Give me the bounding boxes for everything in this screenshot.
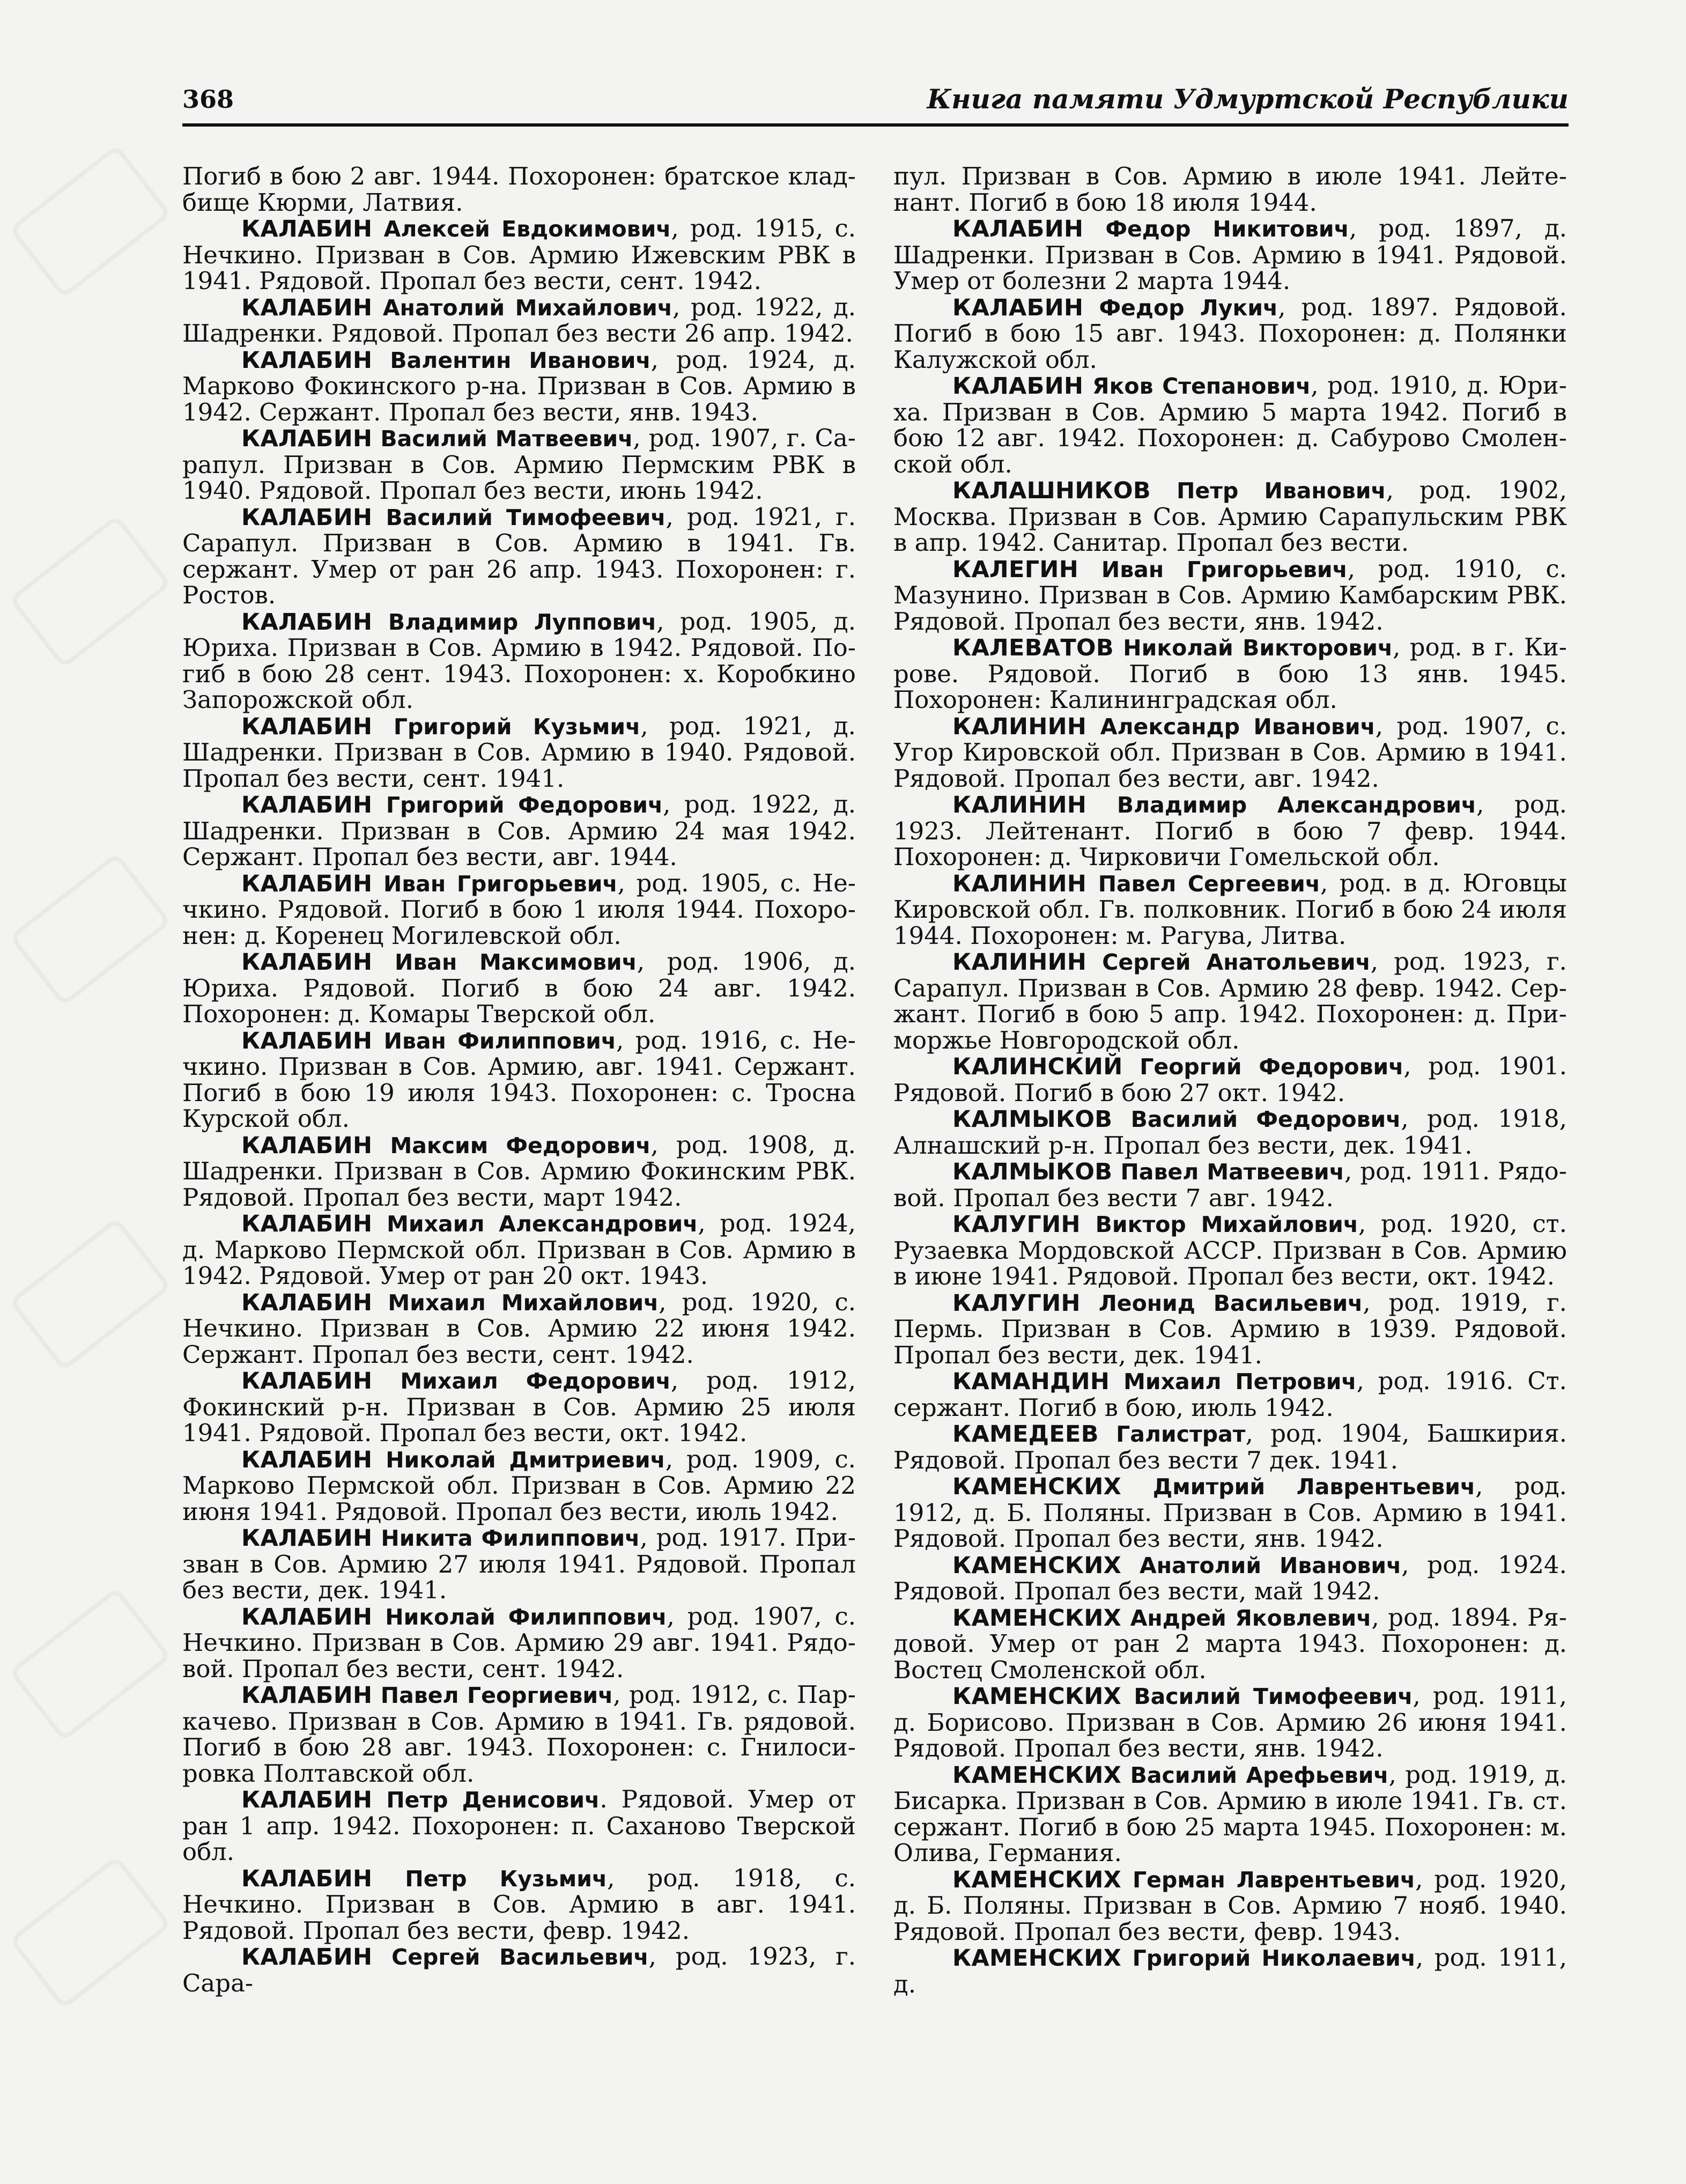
entry-details: , род. 1920, с. Нечкино. Призван в Сов. Армию 22 июня 1942. Сержант. Пропал без вести, сент. 1942. [182,1287,856,1369]
entry-given-names: Григорий Федорович [386,792,663,818]
entry-surname: КАЛАБИН [241,1446,373,1473]
memorial-entry [893,1945,1567,1997]
entry-details: , род. 1915, с. Нечкино. Призван в Сов. Армию Ижевским РВК в 1941. Рядовой. Пропал без вести, сент. 1942. [182,214,856,295]
entry-details: , род. 1924, д. Марково Фокинского р-на. Призван в Сов. Армию в 1942. Сержант. Пропал без вести, янв. 1943. [182,345,856,426]
memorial-entry [182,1444,856,1526]
entry-details: , род. 1907, с. Нечкино. Призван в Сов. Армию 29 авг. 1941. Рядовой. Пропал без вести, сент. 1942. [182,1602,856,1683]
entry-details: , род. 1897. Рядовой. Погиб в бою 15 авг. 1943. Похоронен: д. Полянки Калужской обл. [893,292,1567,374]
entry-surname: КАЛАБИН [241,1787,373,1813]
entry-given-names: Иван Максимович [395,949,637,975]
entry-surname: КАЛАБИН [241,608,373,636]
archive-watermark-stamp [9,144,172,299]
archive-watermark-stamp [9,852,172,1007]
entry-details: , род. в д. Юговцы Кировской обл. Гв. полковник. Погиб в бою 24 июля 1944. Похоронен: м. Рагува, Литва. [893,868,1567,950]
entry-surname: КАЛЕВАТОВ [952,634,1114,661]
entry-given-names: Валентин Иванович [390,347,651,373]
memorial-entry [182,1865,856,1944]
entry-details: , род. 1923. Лейтенант. Погиб в бою 7 февр. 1944. Похоронен: д. Чирковичи Гомельской обл. [893,790,1567,871]
entry-surname: КАЛАБИН [241,504,373,531]
entry-details: , род. 1920, ст. Рузаевка Мордовской АССР. Призван в Сов. Армию в июне 1941. Рядовой. Пропал без вести, окт. 1942. [893,1209,1567,1290]
entry-given-names: Владимир Луппович [388,609,657,635]
memorial-entry [893,1605,1567,1684]
memorial-entry [893,477,1567,556]
entry-details: , род. 1918, Алнашский р-н. Пропал без вести, дек. 1941. [893,1104,1567,1160]
entry-details: , род. в г. Кирове. Рядовой. Погиб в бою 13 янв. 1945. Похоронен: Калининградская обл. [893,633,1567,714]
memorial-entry [893,1473,1567,1552]
entry-details: , род. 1910, д. Юриха. Призван в Сов. Армию 5 марта 1942. Погиб в бою 12 авг. 1942. Похоронен: д. Сабурово Смоленской обл. [893,371,1567,478]
memorial-entry [182,1944,856,1996]
entry-given-names: Иван Григорьевич [1101,556,1348,582]
entry-given-names: Андрей Яковлевич [1130,1605,1372,1631]
memorial-entry [182,713,856,792]
memorial-entry [893,1159,1567,1211]
left-text-column [182,162,856,1997]
entry-details: , род. 1897, д. Шадренки. Призван в Сов. Армию в 1941. Рядовой. Умер от болезни 2 марта 1944. [893,214,1567,295]
archive-watermark-stamp [9,1855,172,2010]
entry-given-names: Анатолий Михайлович [382,294,673,321]
entry-surname: КАЛАБИН [241,346,373,374]
entry-given-names: Иван Филиппович [383,1028,616,1054]
page-number: 368 [182,85,234,114]
entry-surname: КАЛАБИН [241,792,373,818]
entry-given-names: Василий Матвеевич [380,426,633,452]
entry-given-names: Владимир Александрович [1116,792,1477,818]
memorial-entry [182,1025,856,1133]
memorial-entry [893,1053,1567,1106]
entry-surname: КАЛИНИН [952,713,1087,740]
entry-details: , род. 1919, д. Бисарка. Призван в Сов. Армию в июле 1941. Гв. ст. сержант. Погиб в бою 25 марта 1945. Похоронен: м. Олива, Германия. [893,1760,1567,1867]
entry-surname: КАМЕНСКИХ [952,1683,1122,1710]
archive-watermark-stamp [9,1587,172,1742]
entry-surname: КАЛАБИН [952,294,1084,321]
entry-details: , род. 1911, д. [893,1943,1567,1998]
entry-details: , род. 1905, с. Нечкино. Рядовой. Погиб в бою 1 июля 1944. Похоронен: д. Коренец Могилевской обл. [182,868,856,950]
memorial-entry [893,373,1567,477]
right-text-column [893,162,1567,1998]
entry-surname: КАЛМЫКОВ [952,1159,1113,1185]
memorial-entry [893,1368,1567,1421]
entry-surname: КАМЕНСКИХ [952,1761,1122,1789]
entry-surname: КАМЕДЕЕВ [952,1421,1099,1448]
entry-details: , род. 1916. Ст. сержант. Погиб в бою, июль 1942. [893,1367,1567,1422]
entry-details: , род. 1911. Рядовой. Пропал без вести 7 авг. 1942. [893,1157,1567,1212]
entry-surname: КАЛАБИН [241,294,373,321]
entry-details: , род. 1894. Рядовой. Умер от ран 2 марта 1943. Похоронен: д. Востец Смоленской обл. [893,1603,1567,1684]
memorial-entry [893,634,1567,713]
entry-given-names: Яков Степанович [1092,373,1311,399]
entry-details: , род. 1907, с. Угор Кировской обл. Призван в Сов. Армию в 1941. Рядовой. Пропал без вести, авг. 1942. [893,711,1567,793]
entry-given-names: Леонид Васильевич [1098,1290,1363,1316]
entry-surname: КАЛАБИН [241,1132,373,1159]
entry-given-names: Василий Тимофеевич [1134,1684,1413,1709]
entry-surname: КАМЕНСКИХ [952,1604,1122,1632]
memorial-entry [893,1866,1567,1945]
entry-surname: КАЛАБИН [241,216,373,242]
entry-given-names: Анатолий Иванович [1140,1552,1402,1578]
entry-surname: КАЛАБИН [241,1368,373,1394]
memorial-entry [893,1106,1567,1159]
entry-surname: КАЛИНИН [952,949,1087,976]
memorial-entry [182,1787,856,1865]
entry-surname: КАЛАБИН [241,1027,373,1054]
memorial-entry [182,1132,856,1211]
entry-given-names: Герман Лаврентьевич [1133,1866,1416,1893]
continued-entry-text: Погиб в бою 2 авг. 1944. Похоронен: братское кладбище Кюрми, Латвия. [182,162,856,217]
entry-given-names: Василий Тимофеевич [386,504,666,530]
entry-surname: КАМАНДИН [952,1368,1110,1395]
memorial-entry [182,347,856,426]
memorial-entry [182,792,856,870]
entry-given-names: Павел Георгиевич [380,1683,613,1708]
entry-given-names: Дмитрий Лаврентьевич [1152,1474,1476,1500]
memorial-entry [182,1604,856,1683]
entry-given-names: Георгий Федорович [1140,1054,1404,1080]
entry-details: , род. 1904, Башкирия. Рядовой. Пропал без вести 7 дек. 1941. [893,1419,1567,1474]
entry-surname: КАЛАБИН [241,870,373,897]
entry-surname: КАЛАБИН [952,216,1084,242]
archive-watermark-stamp [9,514,172,669]
entry-given-names: Павел Матвеевич [1120,1159,1344,1185]
memorial-entry [893,1762,1567,1866]
entry-details: , род. 1923, г. Сарапул. Призван в Сов. Армию 28 февр. 1942. Сержант. Погиб в бою 5 апр. 1942. Похоронен: д. Приморжье Новгородской обл. [893,947,1567,1054]
entry-details: , род. 1907, г. Сарапул. Призван в Сов. Армию Пермским РВК в 1940. Рядовой. Пропал без вести, июнь 1942. [182,424,856,505]
entry-details: , род. 1923, г. Сара- [182,1942,856,1997]
entry-details: , род. 1924, д. Марково Пермской обл. Призван в Сов. Армию в 1942. Рядовой. Умер от ран 20 окт. 1943. [182,1209,856,1290]
entry-surname: КАЛУГИН [952,1211,1081,1238]
memorial-entry [182,609,856,713]
entry-details: , род. 1902, Москва. Призван в Сов. Армию Сарапульским РВК в апр. 1942. Санитар. Пропал без вести. [893,476,1567,557]
entry-details: , род. 1912, д. Б. Поляны. Призван в Сов. Армию в 1941. Рядовой. Пропал без вести, янв. 1942. [893,1472,1567,1553]
entry-given-names: Михаил Михайлович [388,1289,659,1316]
entry-surname: КАЛАБИН [241,713,373,740]
entry-surname: КАМЕНСКИХ [952,1866,1122,1893]
entry-given-names: Петр Денисович [386,1787,600,1813]
entry-surname: КАЛАБИН [241,1682,373,1709]
entry-surname: КАЛАБИН [241,1211,373,1237]
entry-surname: КАМЕНСКИХ [952,1552,1122,1579]
entry-surname: КАЛАБИН [952,373,1084,400]
entry-surname: КАЛИНСКИЙ [952,1053,1123,1080]
entry-surname: КАЛАБИН [241,1603,373,1630]
entry-details: , род. 1912, Фокинский р-н. Призван в Сов. Армию 25 июля 1941. Рядовой. Пропал без вести, окт. 1942. [182,1366,856,1447]
entry-given-names: Сергей Анатольевич [1102,949,1371,975]
entry-given-names: Петр Кузьмич [405,1865,608,1892]
memorial-entry [182,949,856,1028]
memorial-entry [182,1289,856,1368]
memorial-entry [893,294,1567,373]
entry-surname: КАЛАБИН [241,425,373,452]
entry-given-names: Николай Дмитриевич [386,1447,665,1473]
entry-given-names: Николай Викторович [1123,635,1393,661]
entry-given-names: Александр Иванович [1100,713,1376,740]
entry-given-names: Петр Иванович [1177,478,1386,504]
page-header [182,80,1569,127]
entry-surname: КАМЕНСКИХ [952,1945,1122,1972]
memorial-entry [893,792,1567,870]
archive-watermark-stamp [9,1217,172,1371]
memorial-entry [893,1552,1567,1605]
entry-details: , род. 1924. Рядовой. Пропал без вести, май 1942. [893,1550,1567,1605]
entry-given-names: Михаил Федорович [400,1368,671,1394]
entry-surname: КАМЕНСКИХ [952,1473,1122,1500]
entry-given-names: Алексей Евдокимович [383,216,671,242]
entry-given-names: Василий Федорович [1130,1106,1401,1132]
entry-given-names: Михаил Петрович [1123,1369,1357,1394]
entry-given-names: Павел Сергеевич [1098,870,1321,897]
entry-surname: КАЛАБИН [241,1944,373,1971]
entry-given-names: Григорий Кузьмич [393,713,641,740]
memorial-entry [182,1211,856,1289]
entry-given-names: Максим Федорович [390,1132,651,1159]
memorial-entry [893,713,1567,792]
memorial-entry [893,1421,1567,1473]
entry-given-names: Галистрат [1116,1421,1246,1447]
entry-details: , род. 1920, д. Б. Поляны. Призван в Сов. Армию 7 нояб. 1940. Рядовой. Пропал без вести, февр. 1943. [893,1864,1567,1946]
memorial-entry [182,504,856,609]
entry-surname: КАЛАБИН [241,1289,373,1316]
entry-details: , род. 1911, д. Борисово. Призван в Сов. Армию 26 июня 1941. Рядовой. Пропал без вести, янв. 1942. [893,1681,1567,1762]
memorial-entry [182,216,856,294]
entry-details: , род. 1921, г. Сарапул. Призван в Сов. Армию в 1941. Гв. сержант. Умер от ран 26 апр. 1943. Похоронен: г. Ростов. [182,502,856,609]
entry-details: , род. 1916, с. Нечкино. Призван в Сов. Армию, авг. 1941. Сержант. Погиб в бою 19 июля 1943. Похоронен: с. Тросна Курской обл. [182,1025,856,1133]
continued-entry-text: пул. Призван в Сов. Армию в июле 1941. Лейтенант. Погиб в бою 18 июля 1944. [893,162,1567,217]
entry-given-names: Федор Никитович [1105,216,1349,242]
memorial-entry [182,1525,856,1604]
memorial-entry [893,1211,1567,1290]
entry-surname: КАЛУГИН [952,1289,1081,1317]
entry-surname: КАЛАБИН [241,949,373,976]
entry-details: , род. 1909, с. Марково Пермской обл. Призван в Сов. Армию 22 июня 1941. Рядовой. Пропал без вести, июль 1942. [182,1444,856,1526]
memorial-entry [893,949,1567,1053]
entry-given-names: Николай Филиппович [385,1604,667,1630]
entry-details: , род. 1912, с. Паркачево. Призван в Сов. Армию в 1941. Гв. рядовой. Погиб в бою 28 авг. 1943. Похоронен: с. Гнилосировка Полтавской обл. [182,1680,856,1788]
entry-given-names: Григорий Николаевич [1132,1945,1416,1971]
entry-given-names: Сергей Васильевич [391,1944,649,1970]
entry-given-names: Василий Арефьевич [1130,1762,1389,1788]
memorial-entry [182,294,856,347]
entry-details: , род. 1908, д. Шадренки. Призван в Сов. Армию Фокинским РВК. Рядовой. Пропал без вести, март 1942. [182,1130,856,1212]
memorial-entry [182,425,856,504]
entry-given-names: Михаил Александрович [387,1211,698,1237]
entry-surname: КАЛИНИН [952,870,1087,897]
entry-details: . Рядовой. Умер от ран 1 апр. 1942. Похоронен: п. Саханово Тверской обл. [182,1785,856,1866]
entry-details: , род. 1922, д. Шадренки. Призван в Сов. Армию 24 мая 1942. Сержант. Пропал без вести, авг. 1944. [182,790,856,871]
memorial-entry [893,1290,1567,1369]
memorial-entry [182,1682,856,1787]
entry-details: , род. 1918, с. Нечкино. Призван в Сов. Армию в авг. 1941. Рядовой. Пропал без вести, февр. 1942. [182,1863,856,1945]
entry-surname: КАЛАБИН [241,1525,373,1552]
memorial-entry [893,556,1567,635]
memorial-entry [893,1683,1567,1762]
entry-details: , род. 1919, г. Пермь. Призван в Сов. Армию в 1939. Рядовой. Пропал без вести, дек. 1941. [893,1288,1567,1369]
entry-given-names: Иван Григорьевич [383,870,618,897]
entry-given-names: Виктор Михайлович [1095,1212,1358,1237]
entry-surname: КАЛАШНИКОВ [952,477,1151,504]
entry-details: , род. 1917. Призван в Сов. Армию 27 июля 1941. Рядовой. Пропал без вести, дек. 1941. [182,1523,856,1604]
memorial-entry [182,870,856,949]
entry-surname: КАЛМЫКОВ [952,1106,1113,1133]
entry-details: , род. 1906, д. Юриха. Рядовой. Погиб в бою 24 авг. 1942. Похоронен: д. Комары Тверской обл. [182,947,856,1028]
entry-surname: КАЛИНИН [952,792,1087,818]
entry-details: , род. 1922, д. Шадренки. Рядовой. Пропал без вести 26 апр. 1942. [182,292,856,348]
entry-details: , род. 1910, с. Мазунино. Призван в Сов. Армию Камбарским РВК. Рядовой. Пропал без вести, янв. 1942. [893,554,1567,636]
running-title: Книга памяти Удмуртской Республики [927,83,1569,115]
entry-surname: КАЛАБИН [241,1865,373,1892]
entry-details: , род. 1921, д. Шадренки. Призван в Сов. Армию в 1940. Рядовой. Пропал без вести, сент. 1941. [182,711,856,793]
entry-details: , род. 1901. Рядовой. Погиб в бою 27 окт. 1942. [893,1052,1567,1107]
memorial-entry [893,870,1567,949]
memorial-entry [893,216,1567,294]
entry-surname: КАЛЕГИН [952,556,1078,583]
entry-given-names: Федор Лукич [1099,294,1278,321]
entry-given-names: Никита Филиппович [381,1525,640,1551]
memorial-entry [182,1368,856,1447]
entry-details: , род. 1905, д. Юриха. Призван в Сов. Армию в 1942. Рядовой. Погиб в бою 28 сент. 1943. Похоронен: х. Коробкино Запорожской обл. [182,607,856,714]
